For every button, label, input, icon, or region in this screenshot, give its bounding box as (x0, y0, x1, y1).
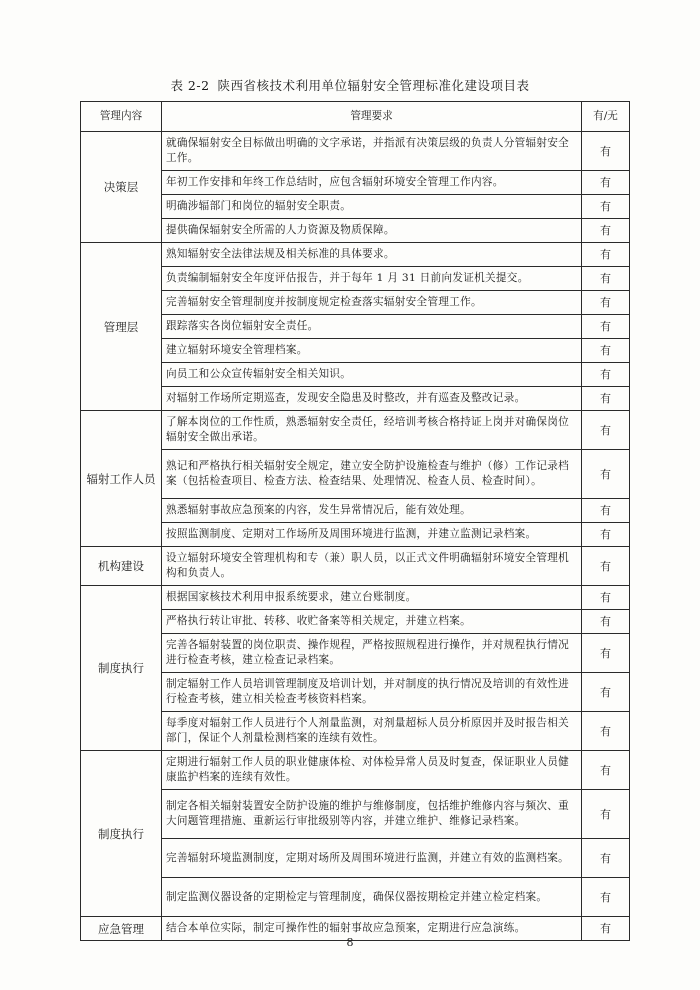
exists-cell: 有 (582, 839, 630, 878)
table-row (81, 712, 630, 751)
exists-cell: 有 (582, 132, 630, 171)
requirement-cell: 按照监测制度、定期对工作场所及周围环境进行监测，并建立监测记录档案。 (162, 523, 582, 547)
requirement-cell: 跟踪落实各岗位辐射安全责任。 (162, 315, 582, 339)
table-row (81, 363, 630, 387)
requirement-cell: 了解本岗位的工作性质，熟悉辐射安全责任，经培训考核合格持证上岗并对确保岗位辐射安全做出承诺。 (162, 411, 582, 450)
requirement-cell: 完善辐射安全管理制度并按制度规定检查落实辐射安全管理工作。 (162, 291, 582, 315)
table-row (81, 411, 630, 450)
exists-cell: 有 (582, 878, 630, 917)
category-cell-implementation: 制度执行 (81, 586, 162, 751)
requirement-cell: 设立辐射环境安全管理机构和专（兼）职人员，以正式文件明确辐射环境安全管理机构和负责人。 (162, 547, 582, 586)
exists-cell: 有 (582, 634, 630, 673)
exists-cell: 有 (582, 499, 630, 523)
exists-cell: 有 (582, 751, 630, 790)
exists-cell: 有 (582, 917, 630, 941)
table-number: 表 2-2 (170, 78, 210, 93)
table-row (81, 195, 630, 219)
requirement-cell: 严格执行转让审批、转移、收贮备案等相关规定，并建立档案。 (162, 610, 582, 634)
header-exists: 有/无 (582, 102, 630, 132)
category-cell-organization: 机构建设 (81, 547, 162, 586)
exists-cell: 有 (582, 171, 630, 195)
table-row (81, 387, 630, 411)
category-cell-staff: 辐射工作人员 (81, 411, 162, 547)
exists-cell: 有 (582, 195, 630, 219)
category-cell-emergency: 应急管理 (81, 917, 162, 941)
table-row (81, 450, 630, 499)
requirement-cell: 就确保辐射安全目标做出明确的文字承诺，并指派有决策层级的负责人分管辐射安全工作。 (162, 132, 582, 171)
requirement-cell: 对辐射工作场所定期巡查，发现安全隐患及时整改，并有巡查及整改记录。 (162, 387, 582, 411)
exists-cell: 有 (582, 267, 630, 291)
table-row (81, 586, 630, 610)
table-row (81, 751, 630, 790)
exists-cell: 有 (582, 387, 630, 411)
requirement-cell: 完善辐射环境监测制度，定期对场所及周围环境进行监测，并建立有效的监测档案。 (162, 839, 582, 878)
requirement-cell: 提供确保辐射安全所需的人力资源及物质保障。 (162, 219, 582, 243)
requirement-cell: 向员工和公众宣传辐射安全相关知识。 (162, 363, 582, 387)
exists-cell: 有 (582, 673, 630, 712)
exists-cell: 有 (582, 523, 630, 547)
table-row (81, 315, 630, 339)
exists-cell: 有 (582, 291, 630, 315)
header-category: 管理内容 (81, 102, 162, 132)
table-row (81, 339, 630, 363)
exists-cell: 有 (582, 790, 630, 839)
exists-cell: 有 (582, 363, 630, 387)
requirement-cell: 根据国家核技术利用申报系统要求，建立台账制度。 (162, 586, 582, 610)
exists-cell: 有 (582, 411, 630, 450)
header-requirement: 管理要求 (162, 102, 582, 132)
page-number: 8 (346, 936, 354, 949)
table-caption (70, 76, 630, 94)
requirement-cell: 制定各相关辐射装置安全防护设施的维护与维修制度，包括维护维修内容与频次、重大问题管理措施、重新运行审批级别等内容，并建立维护、维修记录档案。 (162, 790, 582, 839)
table-row (81, 243, 630, 267)
table-row (81, 523, 630, 547)
requirement-cell: 熟知辐射安全法律法规及相关标准的具体要求。 (162, 243, 582, 267)
table-row (81, 291, 630, 315)
header-row (81, 102, 630, 132)
exists-cell: 有 (582, 450, 630, 499)
exists-cell: 有 (582, 243, 630, 267)
requirement-cell: 制定辐射工作人员培训管理制度及培训计划，并对制度的执行情况及培训的有效性进行检查考核，建立相关检查考核资料档案。 (162, 673, 582, 712)
table-row (81, 547, 630, 586)
exists-cell: 有 (582, 610, 630, 634)
requirement-cell: 建立辐射环境安全管理档案。 (162, 339, 582, 363)
table-row (81, 171, 630, 195)
table-row (81, 132, 630, 171)
table-row (81, 499, 630, 523)
category-cell-management: 管理层 (81, 243, 162, 411)
table-row (81, 219, 630, 243)
requirement-cell: 每季度对辐射工作人员进行个人剂量监测，对剂量超标人员分析原因并及时报告相关部门，保证个人剂量检测档案的连续有效性。 (162, 712, 582, 751)
table-row (81, 673, 630, 712)
requirement-cell: 年初工作安排和年终工作总结时，应包含辐射环境安全管理工作内容。 (162, 171, 582, 195)
exists-cell: 有 (582, 712, 630, 751)
category-cell-decision: 决策层 (81, 132, 162, 243)
table-row (81, 610, 630, 634)
requirement-cell: 负责编制辐射安全年度评估报告，并于每年 1 月 31 日前向发证机关提交。 (162, 267, 582, 291)
requirement-cell: 定期进行辐射工作人员的职业健康体检、对体检异常人员及时复查，保证职业人员健康监护档案的连续有效性。 (162, 751, 582, 790)
table-row (81, 267, 630, 291)
exists-cell: 有 (582, 339, 630, 363)
exists-cell: 有 (582, 586, 630, 610)
requirement-cell: 明确涉辐部门和岗位的辐射安全职责。 (162, 195, 582, 219)
category-cell-implementation-2: 制度执行 (81, 751, 162, 917)
exists-cell: 有 (582, 547, 630, 586)
exists-cell: 有 (582, 219, 630, 243)
requirement-cell: 完善各辐射装置的岗位职责、操作规程，严格按照规程进行操作，并对规程执行情况进行检查考核，建立检查记录档案。 (162, 634, 582, 673)
requirement-cell: 熟悉辐射事故应急预案的内容，发生异常情况后，能有效处理。 (162, 499, 582, 523)
table-row (81, 634, 630, 673)
table-row (81, 878, 630, 917)
requirement-cell: 熟记和严格执行相关辐射安全规定，建立安全防护设施检查与维护（修）工作记录档案（包括检查项目、检查方法、检查结果、处理情况、检查人员、检查时间）。 (162, 450, 582, 499)
requirement-cell: 制定监测仪器设备的定期检定与管理制度，确保仪器按期检定并建立检定档案。 (162, 878, 582, 917)
table-title: 陕西省核技术利用单位辐射安全管理标准化建设项目表 (217, 78, 530, 93)
requirement-cell: 结合本单位实际，制定可操作性的辐射事故应急预案，定期进行应急演练。 (162, 917, 582, 941)
table-row (81, 839, 630, 878)
exists-cell: 有 (582, 315, 630, 339)
table-row (81, 790, 630, 839)
project-table (80, 101, 630, 941)
